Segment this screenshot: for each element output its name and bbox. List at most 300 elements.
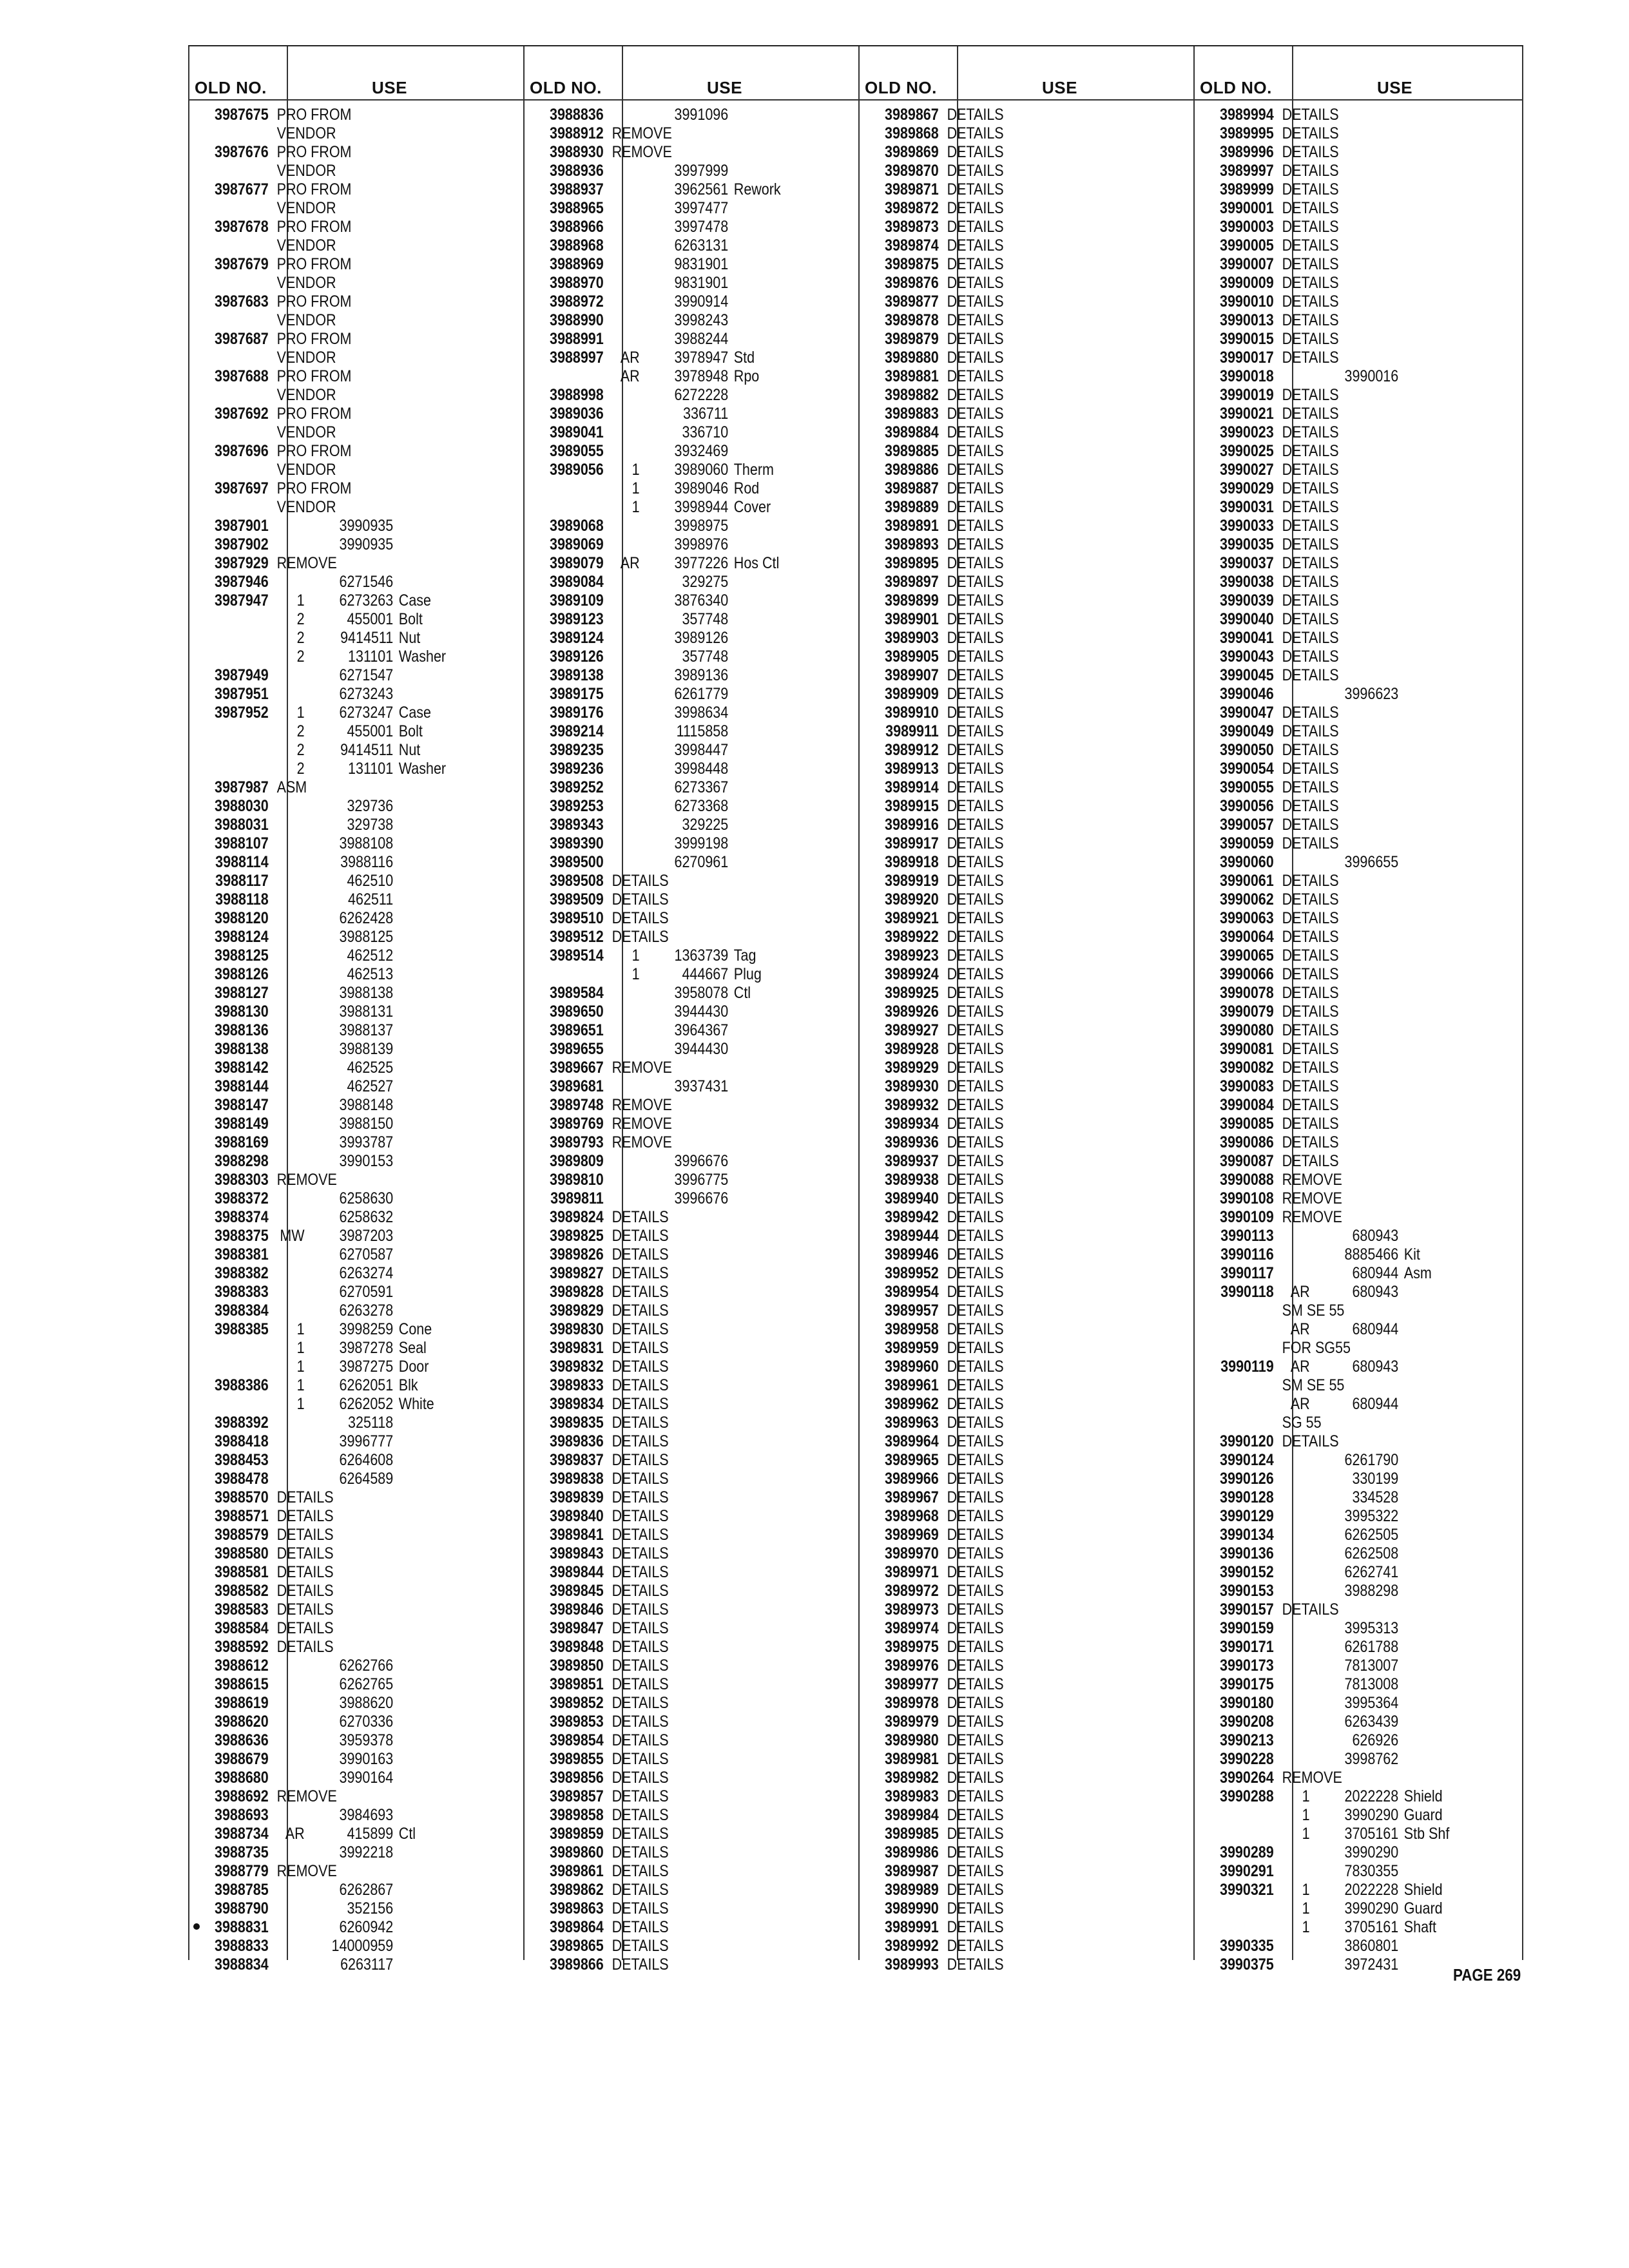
use-note: DETAILS bbox=[1282, 872, 1339, 890]
old-number: 3988169 bbox=[214, 1133, 269, 1151]
old-number: 3988785 bbox=[214, 1881, 269, 1899]
old-number: 3988679 bbox=[214, 1750, 269, 1768]
table-row bbox=[1193, 1675, 1476, 1694]
new-number: 3989060 bbox=[674, 461, 729, 479]
use-note: REMOVE bbox=[612, 1115, 672, 1133]
old-number: 3990031 bbox=[1219, 498, 1274, 516]
table-row bbox=[858, 1750, 1146, 1769]
table-row bbox=[188, 405, 476, 423]
table-row bbox=[858, 1675, 1146, 1694]
new-number: 131101 bbox=[348, 648, 394, 666]
old-number: 3989997 bbox=[1219, 162, 1274, 180]
old-number: 3989963 bbox=[884, 1414, 939, 1432]
new-number: 3998976 bbox=[674, 535, 729, 553]
use-note: DETAILS bbox=[947, 760, 1004, 778]
new-number: 3978948 bbox=[674, 367, 729, 385]
table-row bbox=[858, 1563, 1146, 1582]
use-note: DETAILS bbox=[276, 1544, 334, 1562]
table-row bbox=[188, 1544, 476, 1563]
new-number: 3988298 bbox=[1344, 1582, 1399, 1600]
table-row bbox=[188, 517, 476, 535]
old-number: 3990039 bbox=[1219, 591, 1274, 610]
use-note: DETAILS bbox=[1282, 554, 1339, 572]
table-row bbox=[188, 1638, 476, 1657]
quantity: AR bbox=[1290, 1358, 1310, 1376]
table-row bbox=[188, 218, 476, 236]
old-number: 3988136 bbox=[214, 1021, 269, 1039]
new-number: 3990153 bbox=[339, 1152, 394, 1170]
table-row bbox=[188, 1657, 476, 1675]
table-row bbox=[1193, 741, 1476, 760]
old-number: 3988592 bbox=[214, 1638, 269, 1656]
use-note: DETAILS bbox=[947, 1806, 1004, 1824]
use-note: DETAILS bbox=[947, 1881, 1004, 1899]
old-number: 3988303 bbox=[214, 1171, 269, 1189]
use-note: DETAILS bbox=[947, 1899, 1004, 1917]
new-number: 680944 bbox=[1352, 1320, 1399, 1338]
table-row bbox=[1193, 218, 1476, 236]
old-number: 3990159 bbox=[1219, 1619, 1274, 1637]
use-note: DETAILS bbox=[1282, 498, 1339, 516]
old-number: 3989824 bbox=[549, 1208, 604, 1226]
use-note: VENDOR bbox=[276, 199, 336, 217]
table-row bbox=[858, 1320, 1146, 1339]
old-number: 3989827 bbox=[549, 1264, 604, 1282]
use-note: REMOVE bbox=[276, 1862, 337, 1880]
use-note: DETAILS bbox=[276, 1619, 334, 1637]
old-number: 3990021 bbox=[1219, 405, 1274, 423]
use-note: DETAILS bbox=[947, 1544, 1004, 1562]
table-row bbox=[523, 909, 811, 928]
table-row bbox=[523, 1021, 811, 1040]
old-number: 3989838 bbox=[549, 1470, 604, 1488]
new-number: 6261790 bbox=[1344, 1451, 1399, 1469]
table-row bbox=[1193, 405, 1476, 423]
use-header: USE bbox=[707, 78, 742, 97]
old-number: 3990066 bbox=[1219, 965, 1274, 983]
table-row bbox=[858, 853, 1146, 872]
table-row bbox=[858, 984, 1146, 1003]
old-number: 3988680 bbox=[214, 1769, 269, 1787]
use-note: REMOVE bbox=[612, 1059, 672, 1077]
old-number: 3987688 bbox=[214, 367, 269, 385]
old-number: 3990050 bbox=[1219, 741, 1274, 759]
old-number: 3989343 bbox=[549, 816, 604, 834]
table-row bbox=[858, 722, 1146, 741]
table-row bbox=[1193, 778, 1476, 797]
use-note: DETAILS bbox=[947, 180, 1004, 198]
quantity: 1 bbox=[296, 1376, 305, 1394]
new-number: 6263274 bbox=[339, 1264, 394, 1282]
old-number: 3990010 bbox=[1219, 293, 1274, 311]
use-note: DETAILS bbox=[947, 274, 1004, 292]
old-number: 3990017 bbox=[1219, 349, 1274, 367]
use-note: DETAILS bbox=[947, 218, 1004, 236]
table-row bbox=[1193, 1432, 1476, 1451]
use-note: DETAILS bbox=[612, 1731, 669, 1749]
use-note: PRO FROM bbox=[276, 218, 352, 236]
new-number: 3988150 bbox=[339, 1115, 394, 1133]
quantity: 1 bbox=[296, 1320, 305, 1338]
old-number: 3989978 bbox=[884, 1694, 939, 1712]
table-row bbox=[1193, 947, 1476, 965]
use-note: DETAILS bbox=[612, 1245, 669, 1264]
table-row bbox=[1193, 1227, 1476, 1245]
old-number: 3989954 bbox=[884, 1283, 939, 1301]
old-number: 3989055 bbox=[549, 442, 604, 460]
table-row bbox=[523, 1171, 811, 1189]
table-row bbox=[1193, 1414, 1476, 1432]
quantity: AR bbox=[285, 1825, 305, 1843]
part-description: Cover bbox=[733, 498, 771, 516]
table-row bbox=[858, 143, 1146, 162]
use-note: DETAILS bbox=[947, 1320, 1004, 1338]
table-row bbox=[1193, 517, 1476, 535]
table-row bbox=[1193, 1619, 1476, 1638]
old-number: 3988030 bbox=[214, 797, 269, 815]
old-number: 3990087 bbox=[1219, 1152, 1274, 1170]
table-row bbox=[188, 834, 476, 853]
old-number: 3990335 bbox=[1219, 1937, 1274, 1955]
new-number: 3996623 bbox=[1344, 685, 1399, 703]
table-row bbox=[858, 386, 1146, 405]
table-row bbox=[1193, 199, 1476, 218]
use-note: DETAILS bbox=[1282, 1059, 1339, 1077]
old-number: 3988580 bbox=[214, 1544, 269, 1562]
use-note: PRO FROM bbox=[276, 255, 352, 273]
old-number: 3990003 bbox=[1219, 218, 1274, 236]
use-note: DETAILS bbox=[276, 1507, 334, 1525]
old-number: 3990291 bbox=[1219, 1862, 1274, 1880]
new-number: 3988125 bbox=[339, 928, 394, 946]
old-number: 3988968 bbox=[549, 236, 604, 255]
table-row bbox=[1193, 909, 1476, 928]
table-row bbox=[188, 1470, 476, 1488]
table-row bbox=[188, 1862, 476, 1881]
old-number: 3990045 bbox=[1219, 666, 1274, 684]
table-row bbox=[188, 1488, 476, 1507]
old-number: 3990033 bbox=[1219, 517, 1274, 535]
new-number: 6270961 bbox=[674, 853, 729, 871]
old-number: 3990009 bbox=[1219, 274, 1274, 292]
old-number: 3989889 bbox=[884, 498, 939, 516]
table-row bbox=[523, 722, 811, 741]
new-number: 3997477 bbox=[674, 199, 729, 217]
table-row bbox=[523, 1077, 811, 1096]
table-row bbox=[1193, 853, 1476, 872]
part-description: Cone bbox=[398, 1320, 432, 1338]
use-note: DETAILS bbox=[1282, 162, 1339, 180]
use-note: DETAILS bbox=[1282, 1432, 1339, 1450]
old-number: 3989846 bbox=[549, 1600, 604, 1619]
table-row bbox=[858, 1769, 1146, 1787]
quantity: 2 bbox=[296, 722, 305, 740]
table-row bbox=[858, 1432, 1146, 1451]
old-number: 3989880 bbox=[884, 349, 939, 367]
use-note: DETAILS bbox=[612, 1787, 669, 1805]
new-number: 14000959 bbox=[331, 1937, 394, 1955]
quantity: 2 bbox=[296, 629, 305, 647]
use-note: PRO FROM bbox=[276, 143, 352, 161]
old-number: 3988583 bbox=[214, 1600, 269, 1619]
old-number: 3989235 bbox=[549, 741, 604, 759]
use-note: DETAILS bbox=[947, 1956, 1004, 1974]
table-row bbox=[523, 1264, 811, 1283]
part-description: Tag bbox=[733, 947, 757, 965]
use-note: DETAILS bbox=[612, 1208, 669, 1226]
table-row bbox=[188, 1339, 476, 1358]
quantity: 2 bbox=[296, 610, 305, 628]
quantity: 1 bbox=[296, 1339, 305, 1357]
use-note: DETAILS bbox=[947, 405, 1004, 423]
old-number: 3989843 bbox=[549, 1544, 604, 1562]
table-row bbox=[188, 311, 476, 330]
old-number: 3990134 bbox=[1219, 1526, 1274, 1544]
old-number: 3987951 bbox=[214, 685, 269, 703]
old-number: 3989500 bbox=[549, 853, 604, 871]
table-row bbox=[858, 1189, 1146, 1208]
old-number: 3989840 bbox=[549, 1507, 604, 1525]
table-row bbox=[188, 236, 476, 255]
use-note: DETAILS bbox=[947, 1003, 1004, 1021]
table-row bbox=[1193, 1115, 1476, 1133]
new-number: 3996775 bbox=[674, 1171, 729, 1189]
old-no-header: OLD NO. bbox=[195, 78, 267, 97]
table-row bbox=[858, 1657, 1146, 1675]
old-number: 3989995 bbox=[1219, 124, 1274, 142]
table-row bbox=[858, 479, 1146, 498]
table-row bbox=[523, 349, 811, 367]
table-row bbox=[523, 330, 811, 349]
table-row bbox=[188, 1077, 476, 1096]
old-number: 3989079 bbox=[549, 554, 604, 572]
use-note: DETAILS bbox=[947, 1769, 1004, 1787]
new-number: 3705161 bbox=[1344, 1918, 1399, 1936]
use-note: DETAILS bbox=[612, 1862, 669, 1880]
table-row bbox=[523, 1787, 811, 1806]
table-row bbox=[188, 1021, 476, 1040]
new-number: 6263439 bbox=[1344, 1713, 1399, 1731]
new-number: 3990935 bbox=[339, 535, 394, 553]
use-note: DETAILS bbox=[947, 1376, 1004, 1394]
use-note: DETAILS bbox=[947, 535, 1004, 553]
table-row bbox=[1193, 722, 1476, 741]
use-note: DETAILS bbox=[612, 1843, 669, 1861]
table-row bbox=[523, 386, 811, 405]
old-number: 3990289 bbox=[1219, 1843, 1274, 1861]
table-row bbox=[858, 1077, 1146, 1096]
table-row bbox=[523, 1059, 811, 1077]
use-note: REMOVE bbox=[276, 1787, 337, 1805]
table-row bbox=[523, 1731, 811, 1750]
old-number: 3989839 bbox=[549, 1488, 604, 1506]
table-row bbox=[523, 1488, 811, 1507]
quantity: AR bbox=[620, 554, 640, 572]
old-number: 3989897 bbox=[884, 573, 939, 591]
old-number: 3988392 bbox=[214, 1414, 269, 1432]
old-number: 3990157 bbox=[1219, 1600, 1274, 1619]
new-number: 7813008 bbox=[1344, 1675, 1399, 1693]
table-row bbox=[188, 255, 476, 274]
old-number: 3989970 bbox=[884, 1544, 939, 1562]
use-note: DETAILS bbox=[612, 1526, 669, 1544]
table-row bbox=[858, 1358, 1146, 1376]
use-note: DETAILS bbox=[947, 947, 1004, 965]
table-row bbox=[858, 666, 1146, 685]
use-note: ASM bbox=[276, 778, 307, 796]
old-number: 3988692 bbox=[214, 1787, 269, 1805]
new-number: 3944430 bbox=[674, 1040, 729, 1058]
old-number: 3988384 bbox=[214, 1302, 269, 1320]
use-note: DETAILS bbox=[947, 1245, 1004, 1264]
old-number: 3988130 bbox=[214, 1003, 269, 1021]
table-row bbox=[1193, 1713, 1476, 1731]
use-note: REMOVE bbox=[276, 1171, 337, 1189]
page-number: PAGE 269 bbox=[1453, 1965, 1521, 1984]
use-note: REMOVE bbox=[612, 124, 672, 142]
use-note: SM SE 55 bbox=[1282, 1302, 1345, 1320]
old-number: 3987683 bbox=[214, 293, 269, 311]
table-row bbox=[188, 1358, 476, 1376]
table-row bbox=[523, 1862, 811, 1881]
table-row bbox=[1193, 1899, 1476, 1918]
old-number: 3990056 bbox=[1219, 797, 1274, 815]
old-number: 3990064 bbox=[1219, 928, 1274, 946]
use-note: DETAILS bbox=[1282, 461, 1339, 479]
table-row bbox=[1193, 1694, 1476, 1713]
new-number: 6261779 bbox=[674, 685, 729, 703]
old-number: 3989512 bbox=[549, 928, 604, 946]
new-number: 626926 bbox=[1352, 1731, 1399, 1749]
table-row bbox=[188, 629, 476, 648]
table-row bbox=[188, 909, 476, 928]
part-description: Std bbox=[733, 349, 755, 367]
table-row bbox=[523, 255, 811, 274]
table-row bbox=[1193, 1582, 1476, 1600]
table-row bbox=[858, 293, 1146, 311]
use-note: VENDOR bbox=[276, 423, 336, 441]
old-number: 3989126 bbox=[549, 648, 604, 666]
old-number: 3987692 bbox=[214, 405, 269, 423]
table-row bbox=[523, 535, 811, 554]
old-number: 3988969 bbox=[549, 255, 604, 273]
table-row bbox=[858, 1582, 1146, 1600]
old-number: 3988581 bbox=[214, 1563, 269, 1581]
use-note: DETAILS bbox=[947, 1563, 1004, 1581]
table-row bbox=[523, 236, 811, 255]
old-number: 3989871 bbox=[884, 180, 939, 198]
use-note: DETAILS bbox=[612, 1358, 669, 1376]
table-row bbox=[188, 1264, 476, 1283]
use-note: DETAILS bbox=[612, 872, 669, 890]
table-row bbox=[523, 1320, 811, 1339]
old-number: 3988937 bbox=[549, 180, 604, 198]
table-row bbox=[858, 741, 1146, 760]
old-number: 3989857 bbox=[549, 1787, 604, 1805]
new-number: 3944430 bbox=[674, 1003, 729, 1021]
use-note: DETAILS bbox=[947, 778, 1004, 796]
new-number: 3964367 bbox=[674, 1021, 729, 1039]
use-note: DETAILS bbox=[612, 1806, 669, 1824]
table-row bbox=[1193, 367, 1476, 386]
new-number: 6262867 bbox=[339, 1881, 394, 1899]
old-number: 3987947 bbox=[214, 591, 269, 610]
row-list bbox=[1193, 106, 1522, 1974]
old-number: 3989940 bbox=[884, 1189, 939, 1207]
use-note: DETAILS bbox=[947, 1395, 1004, 1413]
old-number: 3988381 bbox=[214, 1245, 269, 1264]
table-row bbox=[1193, 1600, 1476, 1619]
use-note: DETAILS bbox=[947, 199, 1004, 217]
old-number: 3990063 bbox=[1219, 909, 1274, 927]
use-note: DETAILS bbox=[1282, 330, 1339, 348]
part-description: Asm bbox=[1403, 1264, 1432, 1282]
new-number: 357748 bbox=[682, 610, 729, 628]
row-list bbox=[858, 106, 1193, 1974]
old-number: 3990018 bbox=[1219, 367, 1274, 385]
use-note: DETAILS bbox=[947, 143, 1004, 161]
old-number: 3989847 bbox=[549, 1619, 604, 1637]
use-note: DETAILS bbox=[947, 1414, 1004, 1432]
new-number: 6262052 bbox=[339, 1395, 394, 1413]
old-number: 3989969 bbox=[884, 1526, 939, 1544]
use-note: VENDOR bbox=[276, 349, 336, 367]
old-number: 3989866 bbox=[549, 1956, 604, 1974]
table-row bbox=[523, 1376, 811, 1395]
table-row bbox=[1193, 666, 1476, 685]
table-row bbox=[1193, 1040, 1476, 1059]
table-row bbox=[523, 199, 811, 218]
table-row bbox=[523, 890, 811, 909]
table-row bbox=[523, 180, 811, 199]
new-number: 3996676 bbox=[674, 1152, 729, 1170]
old-number: 3988120 bbox=[214, 909, 269, 927]
table-row bbox=[858, 816, 1146, 834]
part-description: Stb Shf bbox=[1403, 1825, 1450, 1843]
new-number: 3996777 bbox=[339, 1432, 394, 1450]
use-note: DETAILS bbox=[947, 1918, 1004, 1936]
old-number: 3988418 bbox=[214, 1432, 269, 1450]
old-number: 3989877 bbox=[884, 293, 939, 311]
use-note: DETAILS bbox=[612, 1918, 669, 1936]
table-row bbox=[523, 685, 811, 704]
table-row bbox=[523, 1208, 811, 1227]
table-row bbox=[858, 1376, 1146, 1395]
table-row bbox=[188, 1825, 476, 1843]
use-note: DETAILS bbox=[612, 1339, 669, 1357]
use-note: DETAILS bbox=[947, 330, 1004, 348]
table-row bbox=[1193, 1769, 1476, 1787]
table-row bbox=[858, 1918, 1146, 1937]
part-description: Nut bbox=[398, 629, 421, 647]
use-note: PRO FROM bbox=[276, 479, 352, 497]
new-number: 8885466 bbox=[1344, 1245, 1399, 1264]
table-row bbox=[1193, 816, 1476, 834]
old-number: 3990025 bbox=[1219, 442, 1274, 460]
old-number: 3989960 bbox=[884, 1358, 939, 1376]
new-number: 3998243 bbox=[674, 311, 729, 329]
old-number: 3988833 bbox=[214, 1937, 269, 1955]
table-row bbox=[1193, 965, 1476, 984]
new-number: 6273247 bbox=[339, 704, 394, 722]
old-number: 3989980 bbox=[884, 1731, 939, 1749]
new-number: 6271546 bbox=[339, 573, 394, 591]
old-number: 3990321 bbox=[1219, 1881, 1274, 1899]
use-note: DETAILS bbox=[612, 1638, 669, 1656]
table-row bbox=[188, 349, 476, 367]
use-note: DETAILS bbox=[947, 1432, 1004, 1450]
use-note: DETAILS bbox=[612, 1432, 669, 1450]
